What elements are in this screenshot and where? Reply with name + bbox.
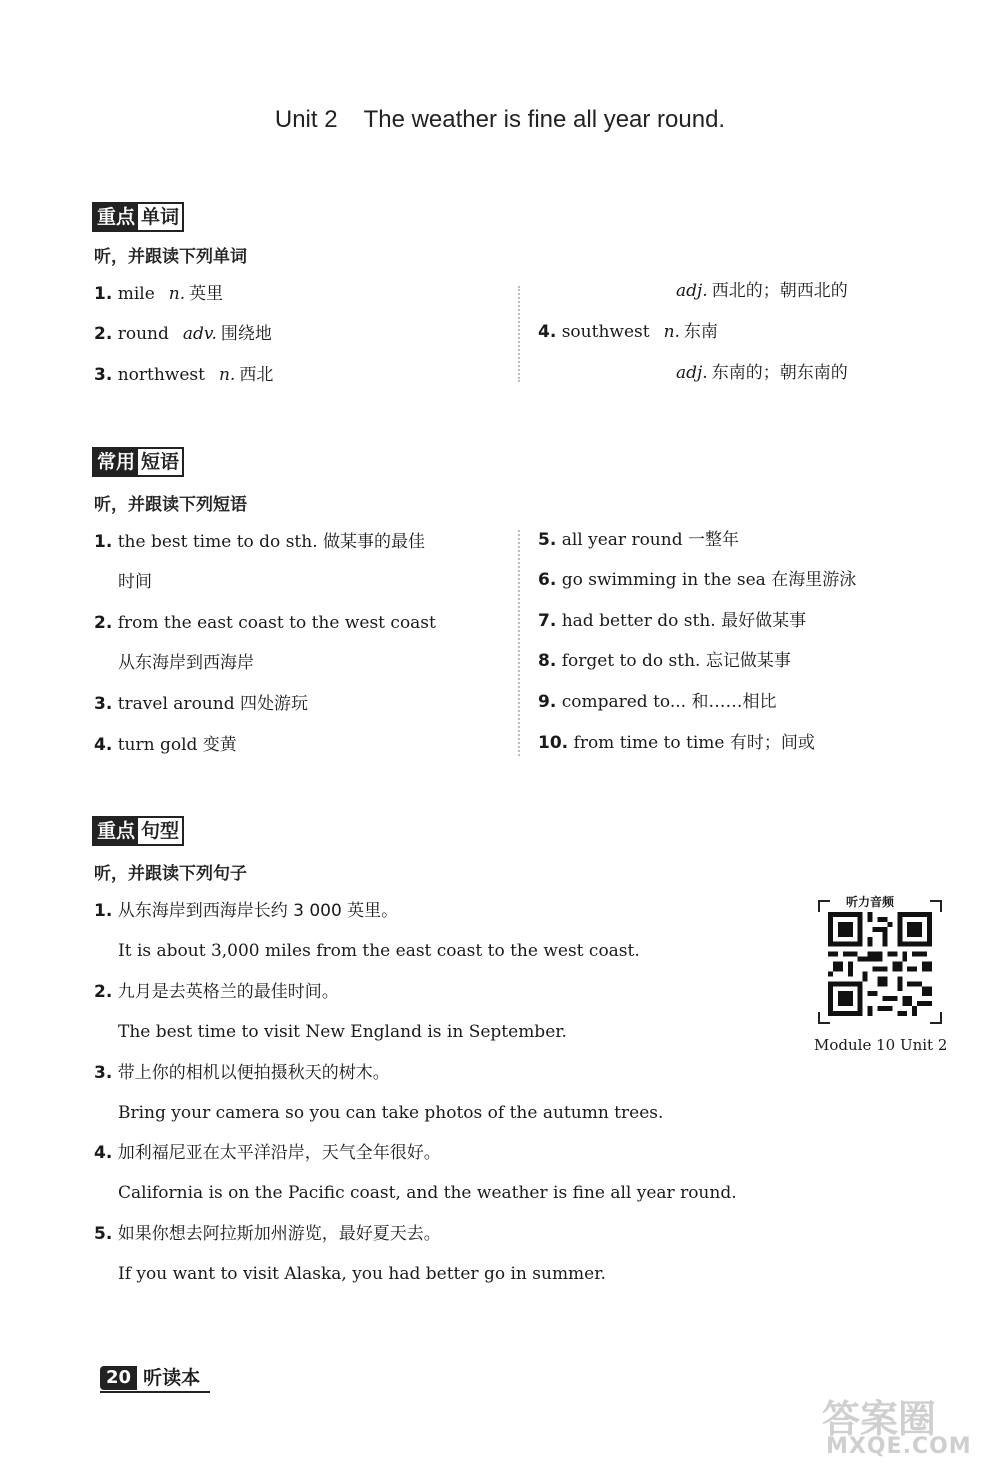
phrase-item: 1. the best time to do sth. 做某事的最佳	[94, 532, 426, 552]
section-header-words	[92, 202, 184, 232]
book-label: 听读本	[143, 1367, 201, 1389]
word-item: 4. southwest n. 东南	[538, 322, 718, 342]
word-meaning: adj. 东南的；朝东南的	[676, 363, 848, 383]
sentence-zh: 1. 从东海岸到西海岸长约 3 000 英里。	[94, 901, 399, 921]
phrase-item: 10. from time to time 有时；间或	[538, 733, 815, 753]
section-header-dark: 重点	[94, 818, 138, 844]
footer-rule	[100, 1391, 210, 1393]
phrase-item: 2. from the east coast to the west coast	[94, 613, 436, 633]
column-divider	[518, 530, 520, 756]
sentences-instruction: 听，并跟读下列句子	[94, 864, 247, 884]
phrase-item: 3. travel around 四处游玩	[94, 694, 308, 714]
section-header-phrases	[92, 447, 184, 477]
section-header-dark: 重点	[94, 204, 138, 230]
section-header-dark: 常用	[94, 449, 138, 475]
phrase-item: 9. compared to... 和……相比	[538, 692, 777, 712]
phrase-item-cont: 从东海岸到西海岸	[118, 653, 254, 673]
qr-code-icon[interactable]	[828, 912, 932, 1016]
sentence-en: California is on the Pacific coast, and the weather is fine all year round.	[118, 1183, 737, 1203]
qr-frame	[818, 900, 942, 1024]
column-divider	[518, 286, 520, 382]
section-header-light: 单词	[141, 206, 180, 228]
sentence-zh: 2. 九月是去英格兰的最佳时间。	[94, 982, 339, 1002]
phrase-item-cont: 时间	[118, 572, 152, 592]
qr-label: 听力音频	[842, 893, 898, 910]
phrase-item: 8. forget to do sth. 忘记做某事	[538, 651, 791, 671]
section-header-sentences	[92, 816, 184, 846]
word-item: 3. northwest n. 西北	[94, 365, 274, 385]
sentence-zh: 5. 如果你想去阿拉斯加州游览，最好夏天去。	[94, 1224, 441, 1244]
watermark-logo: 答案圈	[822, 1397, 937, 1441]
sentence-zh: 4. 加利福尼亚在太平洋沿岸，天气全年很好。	[94, 1143, 441, 1163]
words-instruction: 听，并跟读下列单词	[94, 247, 247, 267]
phrase-item: 4. turn gold 变黄	[94, 735, 237, 755]
phrase-item: 6. go swimming in the sea 在海里游泳	[538, 570, 857, 590]
section-header-light: 短语	[141, 451, 180, 473]
word-item: 1. mile n. 英里	[94, 284, 224, 304]
page-title	[0, 106, 1000, 134]
word-meaning: adj. 西北的；朝西北的	[676, 281, 848, 301]
phrase-item: 7. had better do sth. 最好做某事	[538, 611, 807, 631]
word-item: 2. round adv. 围绕地	[94, 324, 272, 344]
watermark-url: MXQE.COM	[826, 1434, 972, 1459]
sentence-zh: 3. 带上你的相机以便拍摄秋天的树木。	[94, 1063, 390, 1083]
phrases-instruction: 听，并跟读下列短语	[94, 495, 247, 515]
sentence-en: Bring your camera so you can take photos of the autumn trees.	[118, 1103, 664, 1123]
sentence-en: The best time to visit New England is in September.	[118, 1022, 567, 1042]
section-header-light: 句型	[141, 820, 180, 842]
unit-label: Unit 2	[274, 106, 338, 133]
page-footer	[100, 1366, 200, 1390]
sentence-en: It is about 3,000 miles from the east coast to the west coast.	[118, 941, 640, 961]
unit-title: The weather is fine all year round.	[363, 106, 726, 133]
page-number: 20	[100, 1366, 137, 1390]
phrase-item: 5. all year round 一整年	[538, 530, 739, 550]
sentence-en: If you want to visit Alaska, you had better go in summer.	[118, 1264, 606, 1284]
qr-caption: Module 10 Unit 2	[814, 1036, 948, 1054]
